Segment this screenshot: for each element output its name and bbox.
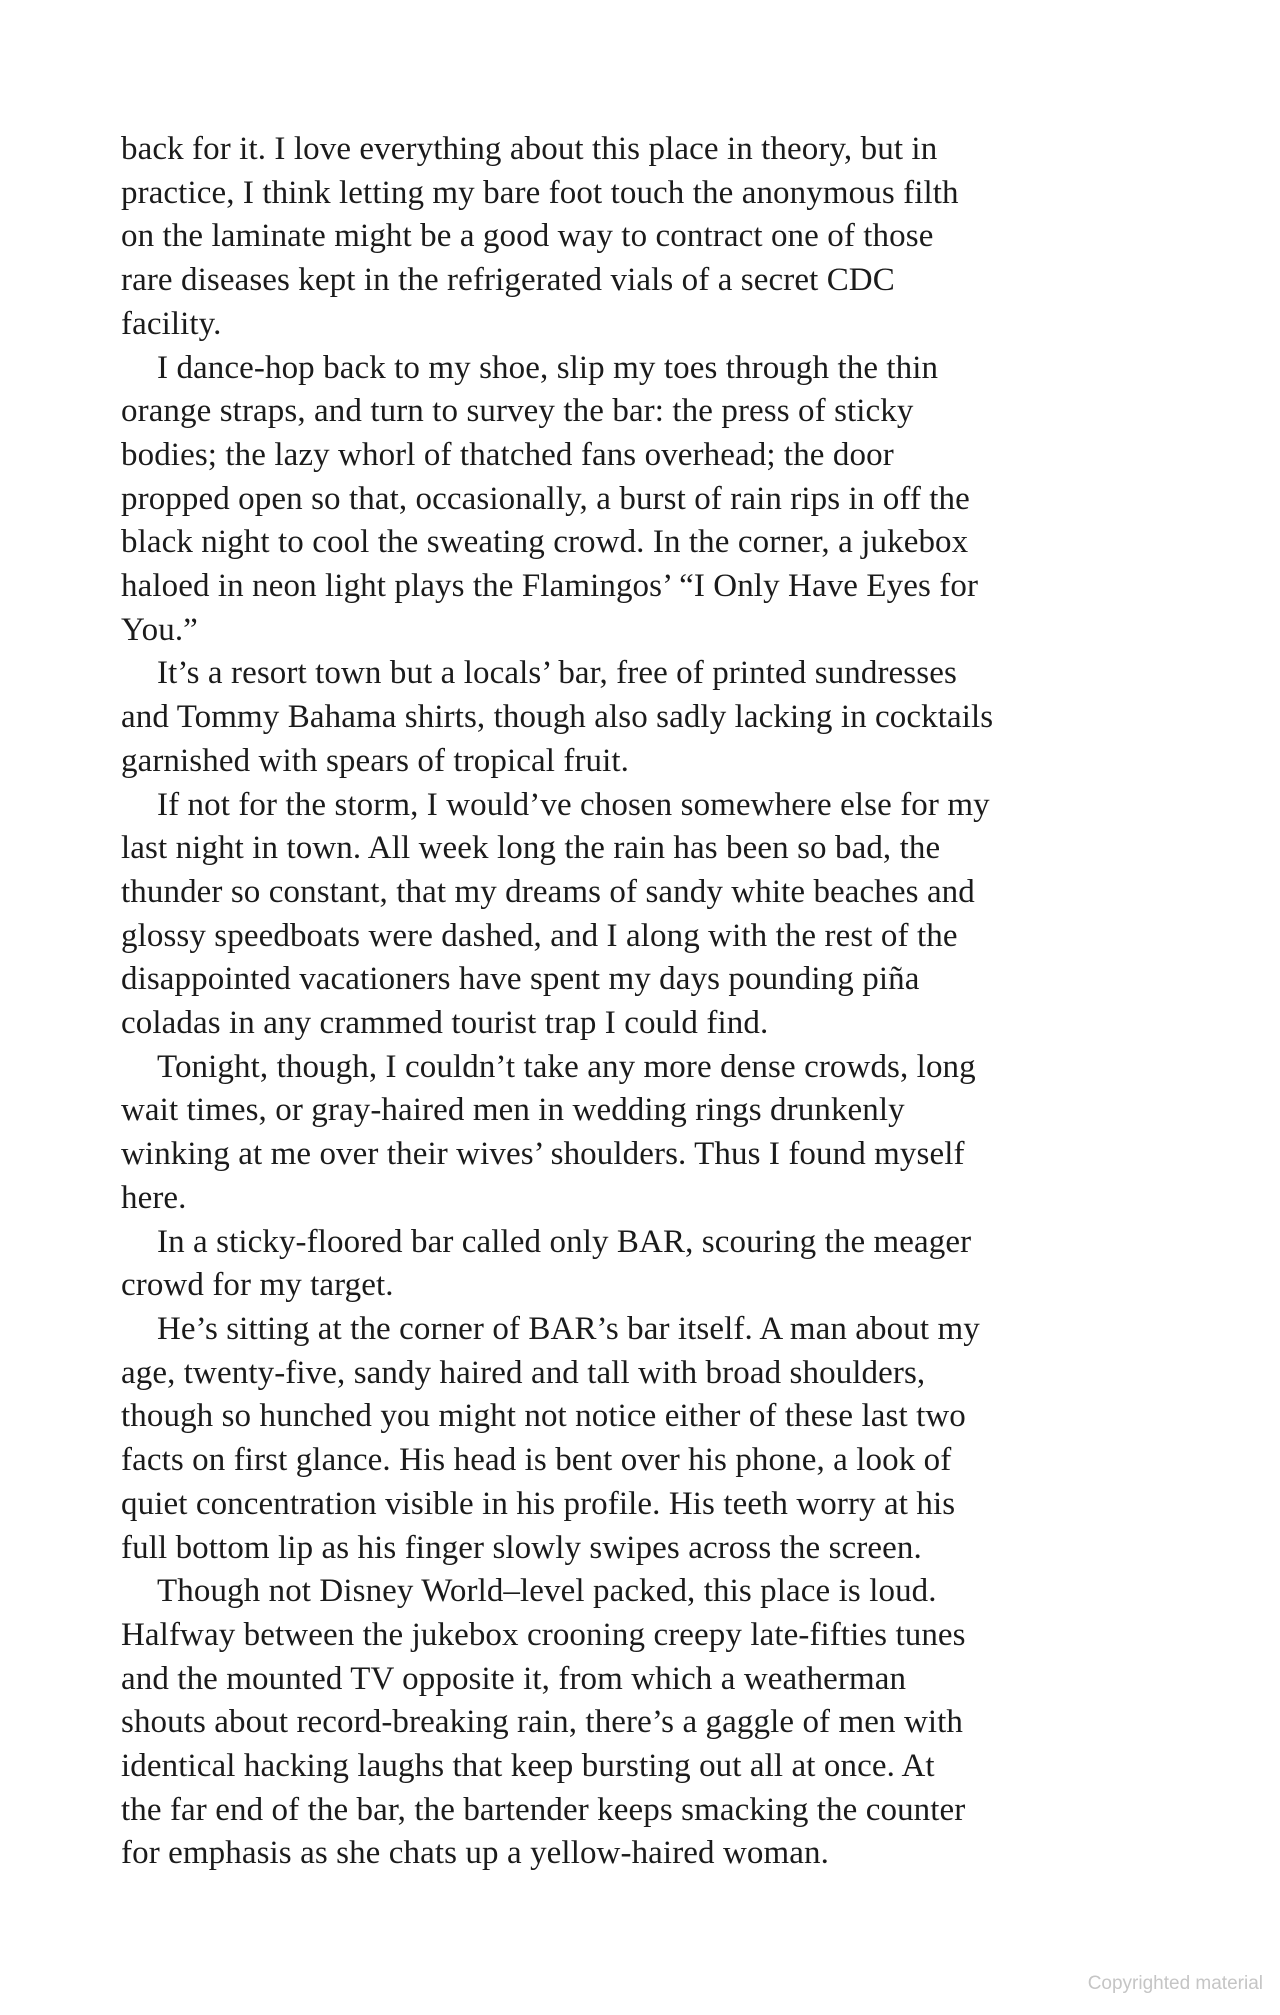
- text-line: coladas in any crammed tourist trap I could find.: [121, 1005, 769, 1042]
- text-line: full bottom lip as his finger slowly swipes across the screen.: [121, 1529, 922, 1566]
- text-line: here.: [121, 1179, 187, 1216]
- text-line: crowd for my target.: [121, 1267, 394, 1304]
- text-line: shouts about record-breaking rain, there’s a gaggle of men with: [121, 1704, 964, 1741]
- text-line: for emphasis as she chats up a yellow-haired woman.: [121, 1835, 829, 1872]
- paragraph: [121, 652, 1166, 783]
- text-line: Tonight, though, I couldn’t take any more dense crowds, long: [157, 1048, 976, 1085]
- paragraph: [121, 347, 1166, 653]
- text-line: back for it. I love everything about this place in theory, but in: [121, 131, 938, 167]
- text-line: You.”: [121, 611, 198, 648]
- text-line: In a sticky-floored bar called only BAR, scouring the meager: [157, 1223, 972, 1260]
- text-line: rare diseases kept in the refrigerated vials of a secret CDC: [121, 262, 895, 299]
- text-line: and Tommy Bahama shirts, though also sadly lacking in cocktails: [121, 699, 994, 736]
- text-line: It’s a resort town but a locals’ bar, free of printed sundresses: [157, 655, 957, 692]
- text-line: If not for the storm, I would’ve chosen somewhere else for my: [157, 786, 990, 823]
- text-line: propped open so that, occasionally, a burst of rain rips in off the: [121, 480, 970, 517]
- text-line: age, twenty-five, sandy haired and tall with broad shoulders,: [121, 1354, 926, 1391]
- text-line: winking at me over their wives’ shoulders. Thus I found myself: [121, 1136, 965, 1173]
- paragraph: [121, 128, 1166, 347]
- text-line: on the laminate might be a good way to contract one of those: [121, 218, 934, 255]
- text-line: wait times, or gray-haired men in wedding rings drunkenly: [121, 1092, 905, 1129]
- text-line: last night in town. All week long the rain has been so bad, the: [121, 830, 941, 867]
- text-line: Halfway between the jukebox crooning creepy late-fifties tunes: [121, 1616, 966, 1653]
- paragraph: [121, 1046, 1166, 1221]
- text-line: facts on first glance. His head is bent over his phone, a look of: [121, 1442, 952, 1479]
- text-line: thunder so constant, that my dreams of sandy white beaches and: [121, 873, 975, 910]
- text-line: Though not Disney World–level packed, this place is loud.: [157, 1573, 937, 1610]
- text-block: [121, 128, 1166, 1876]
- text-line: disappointed vacationers have spent my days pounding piña: [121, 961, 920, 998]
- paragraph: [121, 1221, 1166, 1308]
- text-line: facility.: [121, 305, 222, 342]
- text-line: glossy speedboats were dashed, and I along with the rest of the: [121, 917, 958, 954]
- text-line: the far end of the bar, the bartender keeps smacking the counter: [121, 1791, 966, 1828]
- text-line: black night to cool the sweating crowd. In the corner, a jukebox: [121, 524, 969, 561]
- text-line: identical hacking laughs that keep bursting out all at once. At: [121, 1748, 935, 1785]
- text-line: garnished with spears of tropical fruit.: [121, 742, 630, 779]
- text-line: orange straps, and turn to survey the bar: the press of sticky: [121, 393, 914, 430]
- text-line: and the mounted TV opposite it, from which a weatherman: [121, 1660, 907, 1697]
- copyright-notice: Copyrighted material: [1087, 1973, 1263, 1994]
- paragraph: [121, 784, 1166, 1046]
- text-line: He’s sitting at the corner of BAR’s bar itself. A man about my: [157, 1310, 980, 1347]
- text-line: though so hunched you might not notice either of these last two: [121, 1398, 966, 1435]
- text-line: quiet concentration visible in his profile. His teeth worry at his: [121, 1485, 956, 1522]
- text-line: I dance-hop back to my shoe, slip my toes through the thin: [157, 349, 939, 386]
- text-line: practice, I think letting my bare foot touch the anonymous filth: [121, 174, 959, 211]
- paragraph: [121, 1570, 1166, 1876]
- text-line: bodies; the lazy whorl of thatched fans overhead; the door: [121, 436, 894, 473]
- text-line: haloed in neon light plays the Flamingos’ “I Only Have Eyes for: [121, 568, 979, 605]
- paragraph: [121, 1308, 1166, 1570]
